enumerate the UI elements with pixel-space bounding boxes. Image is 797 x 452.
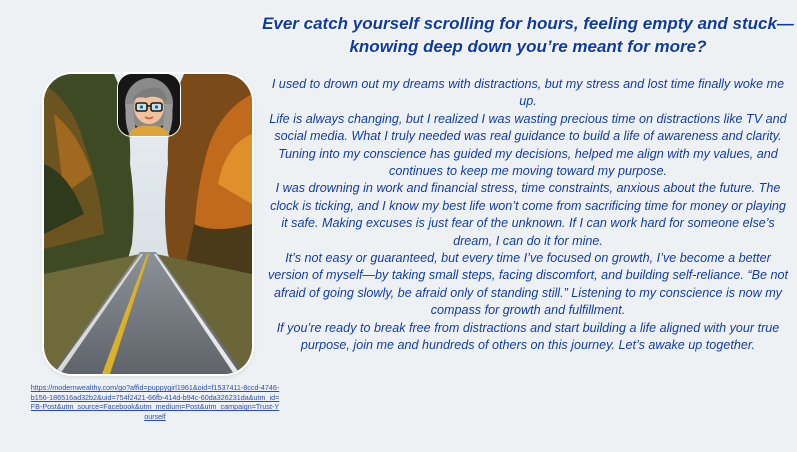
avatar — [118, 74, 180, 136]
paragraph-1: I used to drown out my dreams with distractions, but my stress and lost time finally woke me up. — [271, 77, 785, 109]
paragraph-4: It’s not easy or guaranteed, but every time I’ve focused on growth, I’ve become a better version of myself—by taking small steps, facing discomfort, and building self-reliance. “Be not afraid of going slowly, be afraid only of standing still.” Listening to my conscience is now my compass for growth and fulfillment. — [267, 251, 789, 318]
avatar-illustration — [118, 74, 180, 136]
paragraph-5: If you’re ready to break free from distractions and start building a life aligned with your true purpose, join me and hundreds of others on this journey. Let’s awake up together. — [276, 320, 780, 353]
affiliate-link[interactable]: https://modernwealthy.com/go?affid=puppygirl1961&oid=f1537411-8ccd-4746-b156-186516ad32b2&uid=754f2421-66fb-414d-b94c-60da326231da&utm_id=FB-Post&utm_source=Facebook&utm_medium=Post&utm_campaign=Trust-Yourself — [30, 383, 280, 421]
headline: Ever catch yourself scrolling for hours, feeling empty and stuck—knowing deep down you’re meant for more? — [262, 14, 794, 56]
paragraph-2: Life is always changing, but I realized I was wasting precious time on distractions like TV and social media. What I truly needed was real guidance to build a life of awareness and clarity. Tuning into my conscience has guided my decisions, helped me align with my values, and continues to keep me moving toward my purpose. — [269, 111, 787, 179]
paragraph-3: I was drowning in work and financial stress, time constraints, anxious about the future. The clock is ticking, and I know my best life won’t come from sacrificing time for money or playing it safe. Making excuses is just fear of the unknown. If I can work hard for someone else’s dream, I can do it for mine. — [270, 181, 786, 248]
body-text — [266, 76, 790, 355]
